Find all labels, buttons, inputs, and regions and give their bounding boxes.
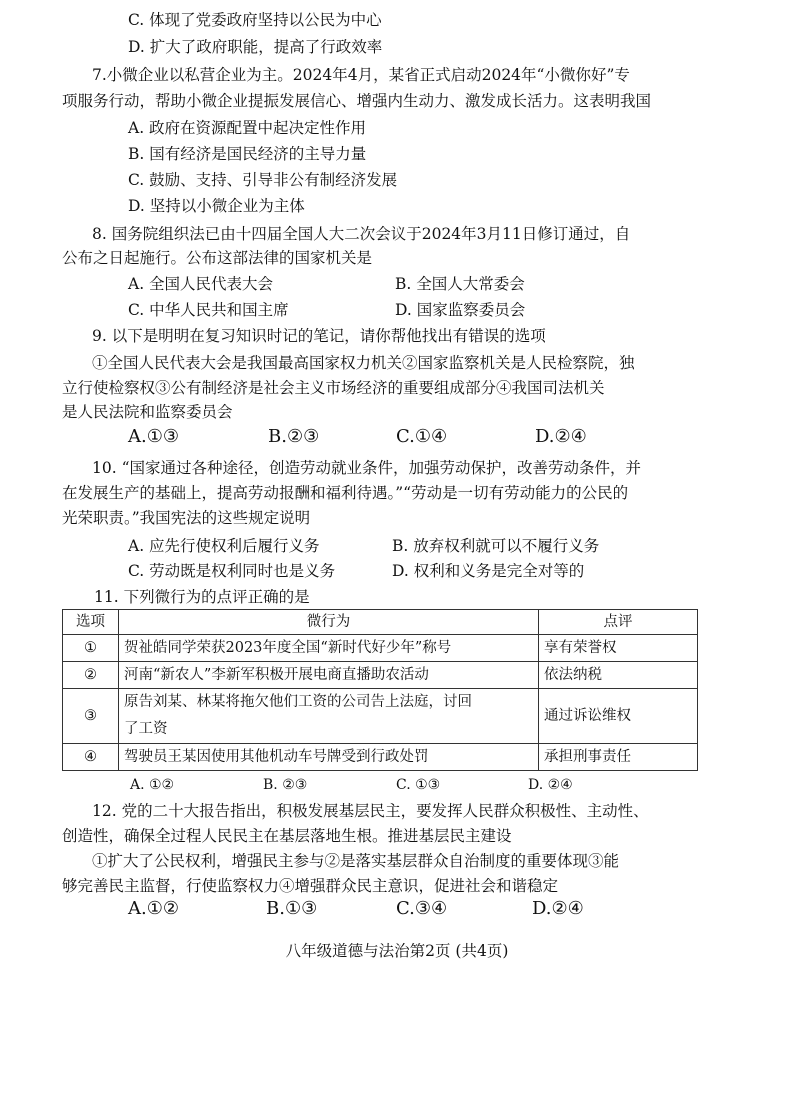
row-comment: 通过诉讼维权 (539, 689, 698, 744)
table-header-row (63, 610, 698, 635)
q10-option-a: A. 应先行使权利后履行义务 (128, 537, 320, 555)
row-behavior-line1: 原告刘某、林某将拖欠他们工资的公司告上法庭，讨回 (124, 694, 472, 710)
q12-option-a: A.①② (128, 898, 179, 919)
row-behavior: 贺祉皓同学荣获2023年度全国“新时代好少年”称号 (119, 635, 539, 662)
q9-option-d: D.②④ (535, 426, 587, 447)
q12-stem-line3: ①扩大了公民权利，增强民主参与②是落实基层群众自治制度的重要体现③能 (92, 852, 620, 870)
q11-option-b: B. ②③ (263, 777, 308, 793)
q10-option-d: D. 权利和义务是完全对等的 (392, 562, 585, 580)
q8-option-b: B. 全国人大常委会 (395, 275, 525, 293)
q9-stem-line2: ①全国人民代表大会是我国最高国家权力机关②国家监察机关是人民检察院，独 (92, 354, 635, 372)
q10-option-c: C. 劳动既是权利同时也是义务 (128, 562, 336, 580)
header-comment: 点评 (539, 610, 698, 635)
row-comment: 享有荣誉权 (539, 635, 698, 662)
row-number: ② (63, 662, 119, 689)
q7-option-d: D. 坚持以小微企业为主体 (128, 197, 305, 215)
q8-stem-line1: 8. 国务院组织法已由十四届全国人大二次会议于2024年3月11日修订通过，自 (92, 225, 631, 243)
header-behavior: 微行为 (119, 610, 539, 635)
q8-stem-line2: 公布之日起施行。公布这部法律的国家机关是 (62, 249, 373, 267)
q10-stem-line2: 在发展生产的基础上，提高劳动报酬和福利待遇。”“劳动是一切有劳动能力的公民的 (62, 484, 629, 502)
q10-stem-line1: 10. “国家通过各种途径，创造劳动就业条件，加强劳动保护，改善劳动条件，并 (92, 459, 642, 477)
row-behavior: 河南“新农人”李新军积极开展电商直播助农活动 (119, 662, 539, 689)
table-row (63, 689, 698, 744)
table-row (63, 635, 698, 662)
row-comment: 承担刑事责任 (539, 744, 698, 771)
row-number: ① (63, 635, 119, 662)
q9-stem-line1: 9. 以下是明明在复习知识时记的笔记，请你帮他找出有错误的选项 (92, 327, 546, 345)
q12-option-c: C.③④ (396, 898, 448, 919)
q9-stem-line3: 立行使检察权③公有制经济是社会主义市场经济的重要组成部分④我国司法机关 (62, 379, 605, 397)
q9-stem-line4: 是人民法院和监察委员会 (62, 403, 233, 421)
q11-table (62, 609, 698, 771)
q10-stem-line3: 光荣职责。”我国宪法的这些规定说明 (62, 509, 311, 527)
row-number: ③ (63, 689, 119, 744)
page-footer: 八年级道德与法治第2页 (共4页) (285, 942, 509, 960)
q12-option-d: D.②④ (532, 898, 584, 919)
q11-option-d: D. ②④ (528, 777, 573, 793)
q7-stem-line1: 7.小微企业以私营企业为主。2024年4月，某省正式启动2024年“小微你好”专 (92, 66, 630, 84)
header-option: 选项 (63, 610, 119, 635)
q7-stem-line2: 项服务行动，帮助小微企业提振发展信心、增强内生动力、激发成长活力。这表明我国 (62, 92, 652, 110)
q7-option-b: B. 国有经济是国民经济的主导力量 (128, 145, 367, 163)
q10-option-b: B. 放弃权利就可以不履行义务 (392, 537, 600, 555)
row-behavior (119, 689, 539, 744)
table-row (63, 744, 698, 771)
row-number: ④ (63, 744, 119, 771)
row-behavior: 驾驶员王某因使用其他机动车号牌受到行政处罚 (119, 744, 539, 771)
q9-option-c: C.①④ (396, 426, 448, 447)
q6-option-c: C. 体现了党委政府坚持以公民为中心 (128, 11, 382, 29)
q8-option-d: D. 国家监察委员会 (395, 301, 526, 319)
q12-stem-line2: 创造性，确保全过程人民民主在基层落地生根。推进基层民主建设 (62, 827, 512, 845)
q9-option-b: B.②③ (268, 426, 320, 447)
q12-option-b: B.①③ (266, 898, 318, 919)
q11-option-a: A. ①② (130, 777, 175, 793)
q6-option-d: D. 扩大了政府职能，提高了行政效率 (128, 38, 383, 56)
q12-stem-line1: 12. 党的二十大报告指出，积极发展基层民主，要发挥人民群众积极性、主动性、 (92, 802, 649, 820)
q7-option-c: C. 鼓励、支持、引导非公有制经济发展 (128, 171, 398, 189)
row-comment: 依法纳税 (539, 662, 698, 689)
row-behavior-line2: 了工资 (124, 721, 168, 737)
q7-option-a: A. 政府在资源配置中起决定性作用 (128, 119, 367, 137)
q8-option-c: C. 中华人民共和国主席 (128, 301, 289, 319)
q8-option-a: A. 全国人民代表大会 (128, 275, 274, 293)
q11-option-c: C. ①③ (396, 777, 441, 793)
table-row (63, 662, 698, 689)
q12-stem-line4: 够完善民主监督，行使监察权力④增强群众民主意识，促进社会和谐稳定 (62, 877, 559, 895)
q9-option-a: A.①③ (128, 426, 179, 447)
q11-stem: 11. 下列微行为的点评正确的是 (94, 588, 310, 606)
